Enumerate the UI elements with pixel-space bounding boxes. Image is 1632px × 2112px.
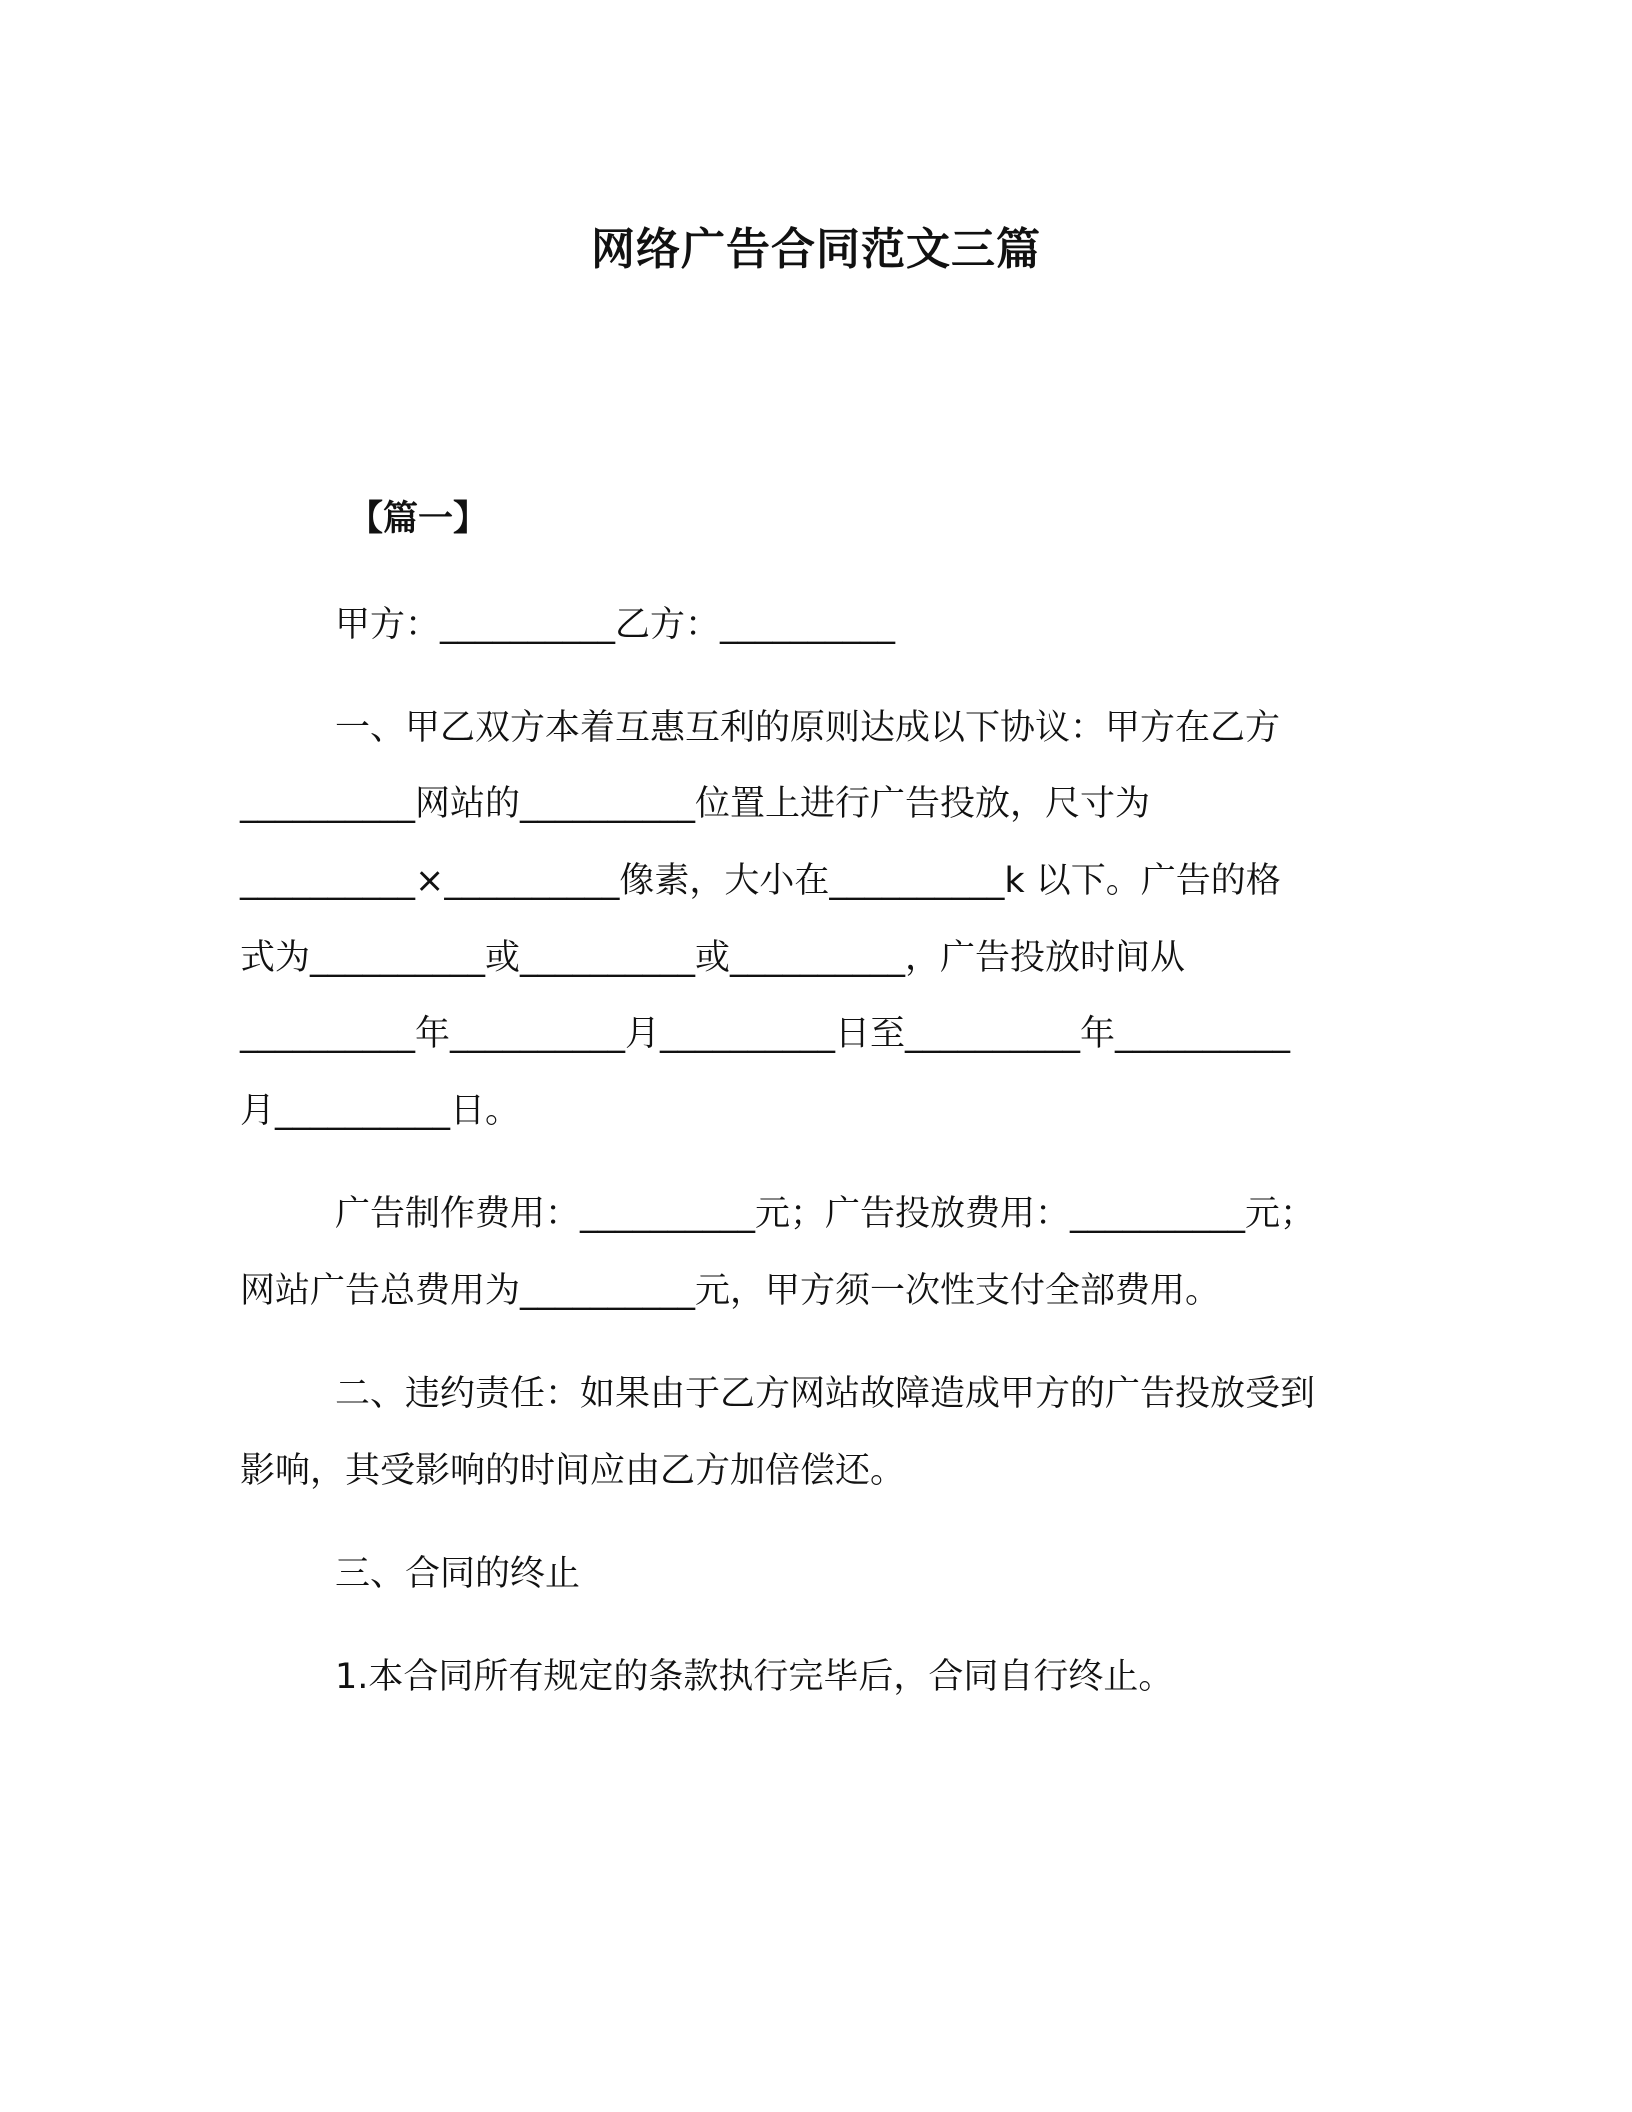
paragraph-line: 二、违约责任：如果由于乙方网站故障造成甲方的广告投放受到 (335, 1374, 1316, 1414)
paragraph-line: __________×__________像素，大小在__________k 以下。广告的格 (240, 861, 1281, 901)
paragraph-line: __________网站的__________位置上进行广告投放，尺寸为 (240, 784, 1151, 824)
party-line: 甲方：__________乙方：__________ (335, 605, 896, 645)
clause-heading: 三、合同的终止 (335, 1554, 581, 1594)
paragraph-line: 一、甲乙双方本着互惠互利的原则达成以下协议：甲方在乙方 (335, 708, 1281, 748)
paragraph-line: __________年__________月__________日至__________年__________ (240, 1014, 1291, 1054)
paragraph-line: 广告制作费用：__________元；广告投放费用：__________元； (335, 1194, 1316, 1234)
paragraph-line: 网站广告总费用为__________元，甲方须一次性支付全部费用。 (240, 1271, 1221, 1311)
paragraph-line: 式为__________或__________或__________，广告投放时间从 (240, 938, 1186, 978)
paragraph-line: 月__________日。 (240, 1091, 521, 1131)
paragraph-line: 1.本合同所有规定的条款执行完毕后，合同自行终止。 (335, 1657, 1174, 1697)
section-heading: 【篇一】 (348, 499, 489, 539)
document-title: 网络广告合同范文三篇 (591, 224, 1041, 275)
paragraph-line: 影响，其受影响的时间应由乙方加倍偿还。 (240, 1451, 906, 1491)
